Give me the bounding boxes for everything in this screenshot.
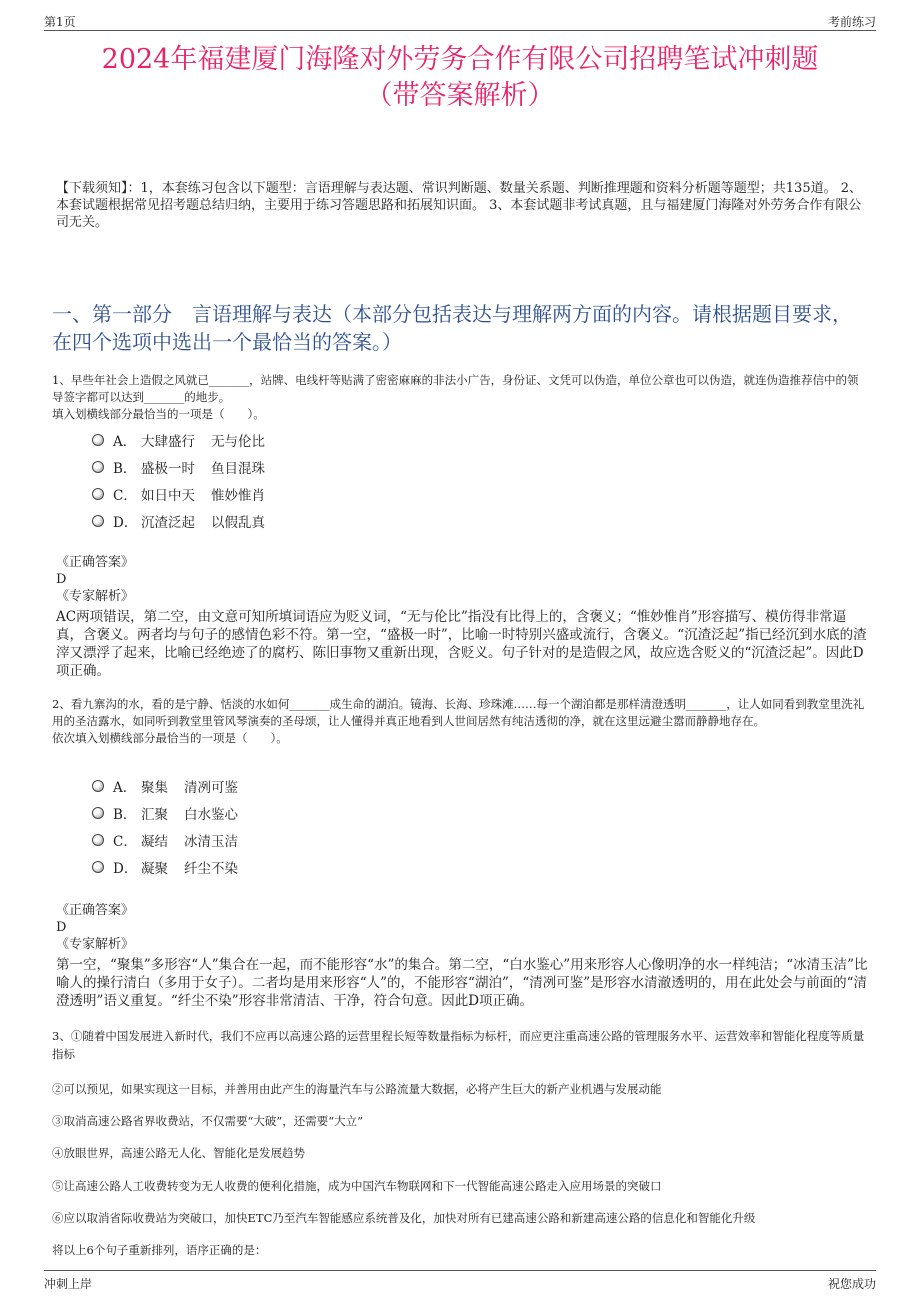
answer-value: D xyxy=(56,920,67,935)
header-label: 考前练习 xyxy=(827,15,876,29)
radio-icon[interactable] xyxy=(92,834,104,846)
option-d[interactable]: D． 沉渣泛起 以假乱真 xyxy=(92,507,265,534)
page-header xyxy=(44,10,876,31)
question-3-sentence-6: ⑥应以取消省际收费站为突破口，加快ETC乃至汽车智能感应系统普及化，加快对所有已建高速公路和新建高速公路的信息化和智能化升级 xyxy=(52,1211,756,1225)
question-2-explanation: 第一空，“聚集”多形容“人”集合在一起，而不能形容“水”的集合。第二空，“白水鉴心”用来形容人心像明净的水一样纯洁；“冰清玉洁”比喻人的操行清白（多用于女子）。二者均是用来形容“人”的，不能形容“湖泊”，“清冽可鉴”是形容水清澈透明的，用在此处会与前面的“清澄透明”语义重复。“纤尘不染”形容非常清洁、干净，符合句意。因此D项正确。 xyxy=(56,957,868,1009)
page-footer xyxy=(44,1270,876,1295)
footer-left: 冲刺上岸 xyxy=(44,1277,93,1291)
option-c[interactable]: C． 凝结 冰清玉洁 xyxy=(92,826,238,853)
question-1-stem: 1、早些年社会上造假之风就已_______，站牌、电线杆等贴满了密密麻麻的非法小广告，身份证、文凭可以伪造，单位公章也可以伪造，就连伪造推荐信中的领导签字都可以达到_______的地步。 xyxy=(52,373,859,404)
answer-label: 《正确答案》 xyxy=(56,903,135,918)
title-line-2: （带答案解析） xyxy=(365,80,555,111)
radio-icon[interactable] xyxy=(92,434,104,446)
question-3-sentence-2: ②可以预见，如果实现这一目标，并善用由此产生的海量汽车与公路流量大数据，必将产生巨大的新产业机遇与发展动能 xyxy=(52,1082,662,1096)
question-1-answer xyxy=(56,554,868,605)
question-3-sentence-5: ⑤让高速公路人工收费转变为无人收费的便利化措施，成为中国汽车物联网和下一代智能高速公路走入应用场景的突破口 xyxy=(52,1179,662,1193)
option-d[interactable]: D． 凝聚 纤尘不染 xyxy=(92,853,238,880)
question-3-sentence-3: ③取消高速公路省界收费站，不仅需要“大破”，还需要“大立” xyxy=(52,1114,364,1128)
question-3-prompt: 将以上6个句子重新排列，语序正确的是： xyxy=(52,1243,267,1257)
radio-icon[interactable] xyxy=(92,488,104,500)
option-b[interactable]: B． 盛极一时 鱼目混珠 xyxy=(92,453,265,480)
explanation-label: 《专家解析》 xyxy=(56,937,135,952)
radio-icon[interactable] xyxy=(92,780,104,792)
document-title xyxy=(40,42,880,114)
title-line-1: 2024年福建厦门海隆对外劳务合作有限公司招聘笔试冲刺题 xyxy=(101,44,819,75)
page-number: 第1页 xyxy=(44,15,76,29)
radio-icon[interactable] xyxy=(92,515,104,527)
radio-icon[interactable] xyxy=(92,461,104,473)
question-1-prompt: 填入划横线部分最恰当的一项是（ ）。 xyxy=(52,407,265,421)
footer-right: 祝您成功 xyxy=(827,1277,876,1291)
download-notice: 【下载须知】：1，本套练习包含以下题型：言语理解与表达题、常识判断题、数量关系题、判断推理题和资料分析题等题型；共135道。 2、本套试题根据常见招考题总结归纳，主要用于练习答题思路和拓展知识面。 3、本套试题非考试真题，且与福建厦门海隆对外劳务合作有限公司无关。 xyxy=(56,181,862,230)
question-2-options xyxy=(92,772,238,880)
explanation-label: 《专家解析》 xyxy=(56,589,135,604)
question-2-stem: 2、看九寨沟的水，看的是宁静、恬淡的水如何_______成生命的湖泊。镜海、长海、珍珠滩……每一个湖泊都是那样清澄透明_______，让人如同看到教堂里洗礼用的圣洁露水，如同听到教堂里管风琴演奏的圣母颂，让人懂得并真正地看到人世间居然有纯洁透彻的净，就在这里远避尘嚣而静静地存在。 xyxy=(52,697,865,728)
question-2-answer xyxy=(56,902,868,953)
question-2-text xyxy=(52,696,868,747)
option-b[interactable]: B． 汇聚 白水鉴心 xyxy=(92,799,238,826)
option-a[interactable]: A． 聚集 清冽可鉴 xyxy=(92,772,238,799)
option-c[interactable]: C． 如日中天 惟妙惟肖 xyxy=(92,480,265,507)
answer-value: D xyxy=(56,572,67,587)
question-3-sentence-4: ④放眼世界，高速公路无人化、智能化是发展趋势 xyxy=(52,1146,305,1160)
question-1-text xyxy=(52,372,868,423)
radio-icon[interactable] xyxy=(92,861,104,873)
question-1-options xyxy=(92,426,265,534)
question-3-sentence-1: 3、①随着中国发展进入新时代，我们不应再以高速公路的运营里程长短等数量指标为标杆，而应更注重高速公路的管理服务水平、运营效率和智能化程度等质量指标 xyxy=(52,1029,865,1061)
question-2-prompt: 依次填入划横线部分最恰当的一项是（ ）。 xyxy=(52,731,288,745)
answer-label: 《正确答案》 xyxy=(56,555,135,570)
section-heading: 一、第一部分 言语理解与表达（本部分包括表达与理解两方面的内容。请根据题目要求，在四个选项中选出一个最恰当的答案。） xyxy=(52,302,852,354)
option-a[interactable]: A． 大肆盛行 无与伦比 xyxy=(92,426,265,453)
radio-icon[interactable] xyxy=(92,807,104,819)
question-1-explanation: AC两项错误，第二空，由文意可知所填词语应为贬义词，“无与伦比”指没有比得上的，含褒义；“惟妙惟肖”形容描写、模仿得非常逼真，含褒义。两者均与句子的感情色彩不符。第一空，“盛极一时”，比喻一时特别兴盛或流行，含褒义。“沉渣泛起”指已经沉到水底的渣滓又漂浮了起来，比喻已经绝迹了的腐朽、陈旧事物又重新出现，含贬义。句子针对的是造假之风，故应选含贬义的“沉渣泛起”。因此D项正确。 xyxy=(56,609,867,679)
